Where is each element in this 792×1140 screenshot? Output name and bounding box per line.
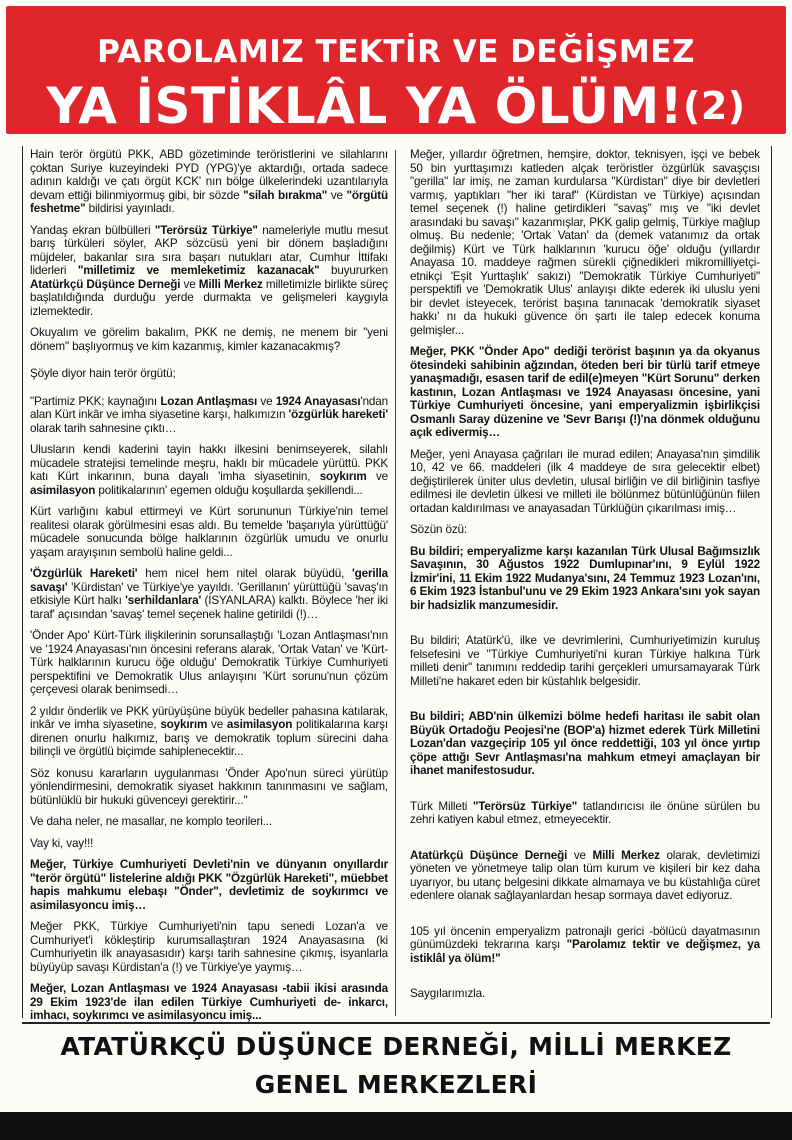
article-paragraph <box>30 367 388 381</box>
text-run: Hain terör örgütü PKK, ABD gözetiminde teröristlerini ve silahlarını çoktan Suriye kuzeyindeki PYD (YPG)'ye aktardığı, ortada sadece adının kaldığı ve çatı örgüt KCK' nın bölge ülkelerindeki uzantılarıyla devam ettiği bilinmiyormuş gibi, bir sözde <box>30 148 388 202</box>
headline-banner <box>6 6 786 134</box>
text-run: politikalarına karşı direnen onurlu halkımız, barış ve demokratik toplum sürecini daha bilinçli ve örgütlü biçimde sahiplenecektir... <box>30 718 388 758</box>
article-paragraph <box>410 710 760 778</box>
text-run: tatlandırıcısı ile önüne sürülen bu zehri katiyen kabul etmez, etmeyecektir. <box>410 799 760 826</box>
article-right-column <box>410 148 760 1009</box>
text-run: bildirisi yayınladı. <box>85 202 175 215</box>
article-paragraph <box>30 815 388 829</box>
article-paragraph <box>30 395 388 436</box>
bold-text: "Terörsüz Türkiye" <box>472 799 578 813</box>
article-paragraph <box>410 634 760 688</box>
text-run: Meğer PKK, Türkiye Cumhuriyeti'nin tapu senedi Lozan'a ve Cumhuriyet'i kökleştirip kurumsallaştıran 1924 Anayasasına (ki Cumhuriyetin ilk anayasasıdır) karşı tarih sahnesine çıkmış, isyanlarla büyüyüp savaşı Kürdistan'a (!) ve Türkiye'ye yaymış… <box>30 920 388 974</box>
bold-text: 'gerilla savaşı' <box>30 567 389 594</box>
bold-text: 'Özgürlük Hareketi' <box>30 567 138 580</box>
text-run: ve <box>207 718 227 731</box>
text-run: buyururken <box>319 264 388 277</box>
text-run: "Partimiz PKK; kaynağını <box>30 394 161 408</box>
bold-text: Atatürkçü Düşünce Derneği <box>410 848 568 862</box>
text-run: olarak, devletimizi yöneten ve yönetmeye talip olan tüm kurum ve kişileri bir kez daha uyarıyor, bu utanç belgesini dikkate almamaya ve bu küstahlığa cüret edenlere olanak sağlayanlardan hesap sormaya davet ediyoruz. <box>410 848 760 902</box>
bold-text: Atatürkçü Düşünce Derneği <box>30 277 181 291</box>
text-run: Bu bildiri; Atatürk'ü, ilke ve devrimlerini, Cumhuriyetimizin kuruluş felsefesini ve "Türkiye Cumhuriyeti'ni kuran Türkiye halkına Türk milleti denir" tanımını reddedip tarihi gerçekleri umursamayarak Türk Milleti'ne hakaret eden bir küstahlık belgesidir. <box>410 634 760 688</box>
article-paragraph <box>30 837 388 851</box>
headline-main: YA İSTİKLÂL YA ÖLÜM! <box>46 77 683 135</box>
article-paragraph <box>410 800 760 827</box>
text-run: 'ndan alan Kürt inkâr ve imha siyasetine karşı, halkımızın <box>30 394 388 421</box>
text-run: nameleriyle mutlu mesut barış türküleri söyler, AKP sözcüsü yeni bir dönem başladığını müjdeler, bakanlar sıra sıra başarı nutukları atar, Cumhur İttifakı liderleri <box>30 223 388 277</box>
headline-line-2 <box>6 76 786 136</box>
bold-text: Bu bildiri; emperyalizme karşı kazanılan Türk Ulusal Bağımsızlık Savaşının, 30 Ağustos 1922 Dumlupınar'ını, 9 Eylül 1922 İzmir'ini, 11 Ekim 1922 Mudanya'sını, 24 Temmuz 1923 Lozan'ını, 6 Ekim 1923 İstanbul'unu ve 29 Ekim 1923 Ankara'sını yok sayan bir hadsizlik manzumesidir. <box>410 544 760 612</box>
text-run: Saygılarımızla. <box>410 987 486 1000</box>
bold-text: 'özgürlük hareketi' <box>288 408 388 421</box>
article-left-column <box>30 148 388 1031</box>
text-run: politikalarının' egemen olduğu koşullarda şekillendi... <box>95 483 363 497</box>
bold-text: 'serhildanlara' <box>125 594 202 607</box>
article-paragraph <box>30 767 388 808</box>
footer-rule <box>22 1022 770 1024</box>
text-run: Şöyle diyor hain terör örgütü; <box>30 367 176 380</box>
bold-text: "silah bırakma" <box>243 188 328 202</box>
headline-part-number: (2) <box>683 84 746 128</box>
text-run: Meğer, yeni Anayasa çağrıları ile murad edilen; Anayasa'nın şimdilik 10, 42 ve 66. maddeleri (ilk 4 maddeye de sıra gelecektir elbet) değiştirilerek üniter ulus devletin, ulusal birliğin ve dil birliğinin tasfiye edilmesi ile devletin ülkesi ve milleti ile bölünmez bütünlüğünün fiilen ortadan kaldırılması ve anayasadan Türklüğün çıkarılması imiş… <box>410 447 760 515</box>
text-run: (İSYANLARA) kalktı. Böylece 'her iki taraf' açısından 'savaş' temel seçenek haline getirildi (!)… <box>30 594 388 621</box>
article-paragraph <box>30 982 388 1023</box>
bold-text: "örgütü feshetme" <box>30 188 389 215</box>
article-paragraph <box>410 545 760 613</box>
article-paragraph <box>410 448 760 516</box>
article-paragraph <box>30 567 388 621</box>
article-paragraph <box>30 326 388 353</box>
text-run: ve <box>257 394 276 408</box>
text-run: Sözün özü: <box>410 523 467 536</box>
signature-line-1: ATATÜRKÇÜ DÜŞÜNCE DERNEĞİ, MİLLİ MERKEZ <box>60 1032 732 1061</box>
text-run: Söz konusu kararların uygulanması 'Önder Apo'nun süreci yürütüp yönlendirmesini, demokratik siyaset hakkının tanınmasını ve sağlam, bütünlüklü bir hukuki güvenceyi gerektirir..." <box>30 766 388 807</box>
text-run: Kürt varlığını kabul ettirmeyi ve Kürt sorununun Türkiye'nin temel realitesi olarak görülmesini esas aldı. Bu temelde 'başarıyla yürüttüğü' mücadele sonucunda bölge halklarının özgürlük umudu ve onurlu yaşam arayışının sembolü haline geldi... <box>30 505 388 559</box>
article-paragraph <box>410 987 760 1001</box>
text-run: olarak tarih sahnesine çıktı… <box>30 421 177 435</box>
bold-text: "milletimiz ve memleketimiz kazanacak" <box>77 264 320 277</box>
bold-text: "Parolamız tektir ve değişmez, ya istiklâl ya ölüm!" <box>410 938 760 965</box>
text-run: 2 yıldır önderlik ve PKK yürüyüşüne büyük bedeller pahasına katılarak, inkâr ve imha siyasetine, <box>30 704 388 731</box>
article-paragraph <box>30 148 388 216</box>
article-paragraph <box>30 505 388 559</box>
article-paragraph <box>410 345 760 440</box>
article-paragraph <box>410 925 760 966</box>
bold-text: 1924 Anayasası <box>275 394 361 408</box>
text-run: Okuyalım ve görelim bakalım, PKK ne demiş, ne menem bir "yeni dönem" başlıyormuş ve kim kazanmış, kimler kazanacakmış? <box>30 326 388 353</box>
text-run: ve <box>180 277 199 291</box>
bold-text: Meğer, PKK "Önder Apo" dediği terörist başının ya da okyanus ötesindeki sahibinin ağzından, öteden beri bir türlü tarif etmeye yanaşmadığı, esasen tarif de edil(e)meyen "Kürt Sorunu" derken kastının, Lozan Antlaşması ve 1924 Anayasası öncesine, yani Türkiye Cumhuriyeti öncesine, yani emperyalizmin işbirlikçisi Osmanlı Saray düzenine ve 'Sevr Barışı (!)'na dönmek olduğunu açık edivermiş… <box>410 345 760 439</box>
text-run: Ulusların kendi kaderini tayin hakkı ilkesini benimseyerek, silahlı mücadele stratejisi temelinde meşru, haklı bir mücadele yürüttü. PKK katı Kürt inkarının, buna dayalı 'imha siyasetinin, <box>30 443 388 483</box>
text-run: ve <box>366 470 388 483</box>
text-run: ve <box>567 848 593 862</box>
text-run: milletimizle birlikte süreç başlatıldığında durduğu yerde durmakta ve gelişmeleri kaygıyla izlemektedir. <box>30 277 388 318</box>
bold-text: Meğer, Lozan Antlaşması ve 1924 Anayasası -tabii ikisi arasında 29 Ekim 1923'de ilan edilen Türkiye Cumhuriyeti de- inkarcı, imhacı, soykırımcı ve asimilasyoncu imiş... <box>30 982 388 1022</box>
text-run: 'Kürdistan' ve Türkiye'ye yayıldı. 'Gerillanın' yürüttüğü 'savaş'ın etkisiyle Kürt halkı <box>30 580 388 607</box>
column-divider <box>395 150 396 1016</box>
article-paragraph <box>30 705 388 759</box>
article-paragraph <box>410 523 760 537</box>
bold-text: soykırım <box>160 718 208 731</box>
text-run: Türk Milleti <box>410 799 473 813</box>
text-run: Yandaş ekran bülbülleri <box>30 223 155 237</box>
screen-bottom-bar <box>0 1112 792 1140</box>
signature-line-2: GENEL MERKEZLERİ <box>254 1070 538 1099</box>
bold-text: Milli Merkez <box>198 277 263 291</box>
article-paragraph <box>30 629 388 697</box>
bold-text: soykırım <box>319 470 367 483</box>
article-paragraph <box>30 443 388 497</box>
headline-line-1: PAROLAMIZ TEKTİR VE DEĞİŞMEZ <box>97 34 695 70</box>
bold-text: asimilasyon <box>226 718 293 731</box>
article-paragraph <box>30 224 388 319</box>
bold-text: Lozan Antlaşması <box>160 394 258 408</box>
text-run: hem nicel hem nitel olarak büyüdü, <box>137 567 352 580</box>
bold-text: asimilasyon <box>30 483 96 497</box>
article-paragraph <box>410 849 760 903</box>
text-run: 'Önder Apo' Kürt-Türk ilişkilerinin sorunsallaştığı 'Lozan Antlaşması'nın ve '1924 Anayasası'nın öncesini referans alarak, 'Ortak Vatan' ve 'Kürt-Türk halklarının kurucu öğe olduğu' Demokratik Türkiye Cumhuriyeti perspektifini ve Demokratik Ulus anlayışını 'Kürt sorunu'nun çözüm çerçevesi olarak benimsedi… <box>30 629 388 696</box>
text-run: Vay ki, vay!!! <box>30 836 94 850</box>
bold-text: Milli Merkez <box>592 848 660 862</box>
text-run: 105 yıl öncenin emperyalizm patronajlı gerici -bölücü dayatmasının günümüzdeki tekrarına karşı <box>410 924 760 951</box>
text-run: Ve daha neler, ne masallar, ne komplo teorileri... <box>30 815 272 828</box>
text-run: ve <box>327 188 347 202</box>
bold-text: Meğer, Türkiye Cumhuriyeti Devleti'nin ve dünyanın onyıllardır "terör örgütü" listelerine aldığı PKK "Özgürlük Hareketi", müebbet hapis mahkumu elebaşı "Önder", devletimiz de soykırımcı ve asimilasyoncu imiş… <box>30 858 388 912</box>
bold-text: Bu bildiri; ABD'nin ülkemizi bölme hedefi haritası ile sabit olan Büyük Ortadoğu Peojesi'ne (BOP'a) hizmet ederek Türk Milletini Lozan'dan vazgeçirip 105 yıl önce reddettiği, 103 yıl önce yırtıp çöpe attığı Sevr Antlaşması'na mahkum etmeyi amaçlayan bir ihanet manifestosudur. <box>410 710 760 777</box>
article-paragraph <box>410 148 760 337</box>
text-run: Meğer, yıllardır öğretmen, hemşire, doktor, teknisyen, işçi ve bebek 50 bin yurttaşımızı katleden alçak teröristler özgürlük savaşçısı "gerilla" lar imiş, ne zaman kurdularsa "Kürdistan" diye bir devletleri varmış, yaptıkları "her iki taraf" (Kürdistan ve Türkiye) açısından temel seçenek (!) haline getirdikleri "savaş" mış ve "iki devlet arasındaki bu savaşı" kazanmışlar, PKK galip gelmiş, Türkiye mağlup olmuş. Bu nedenle; 'Ortak Vatan' da (demek vatanımız da ortak değilmiş) Kürt ve Türk halklarının 'kurucu öğe' olduğu (yıllardır Anayasa 10. maddeye rağmen sürekli çiğnedikleri mikromilliyetçi-etnikçi 'Eşit Yurttaşlık' sakızı) "Demokratik Türkiye Cumhuriyeti" perspektifi ve 'Demokratik Ulus' anlayışı dikte ederek iki uluslu yeni bir devlet isteyecek, terörist başına tanınacak 'demokratik siyaset hakkı' nı da hukuki güvence ön şartı ile talep edecek konuma gelmişler... <box>410 148 760 337</box>
article-paragraph <box>30 920 388 974</box>
article-paragraph <box>30 858 388 912</box>
bold-text: "Terörsüz Türkiye" <box>154 223 258 237</box>
